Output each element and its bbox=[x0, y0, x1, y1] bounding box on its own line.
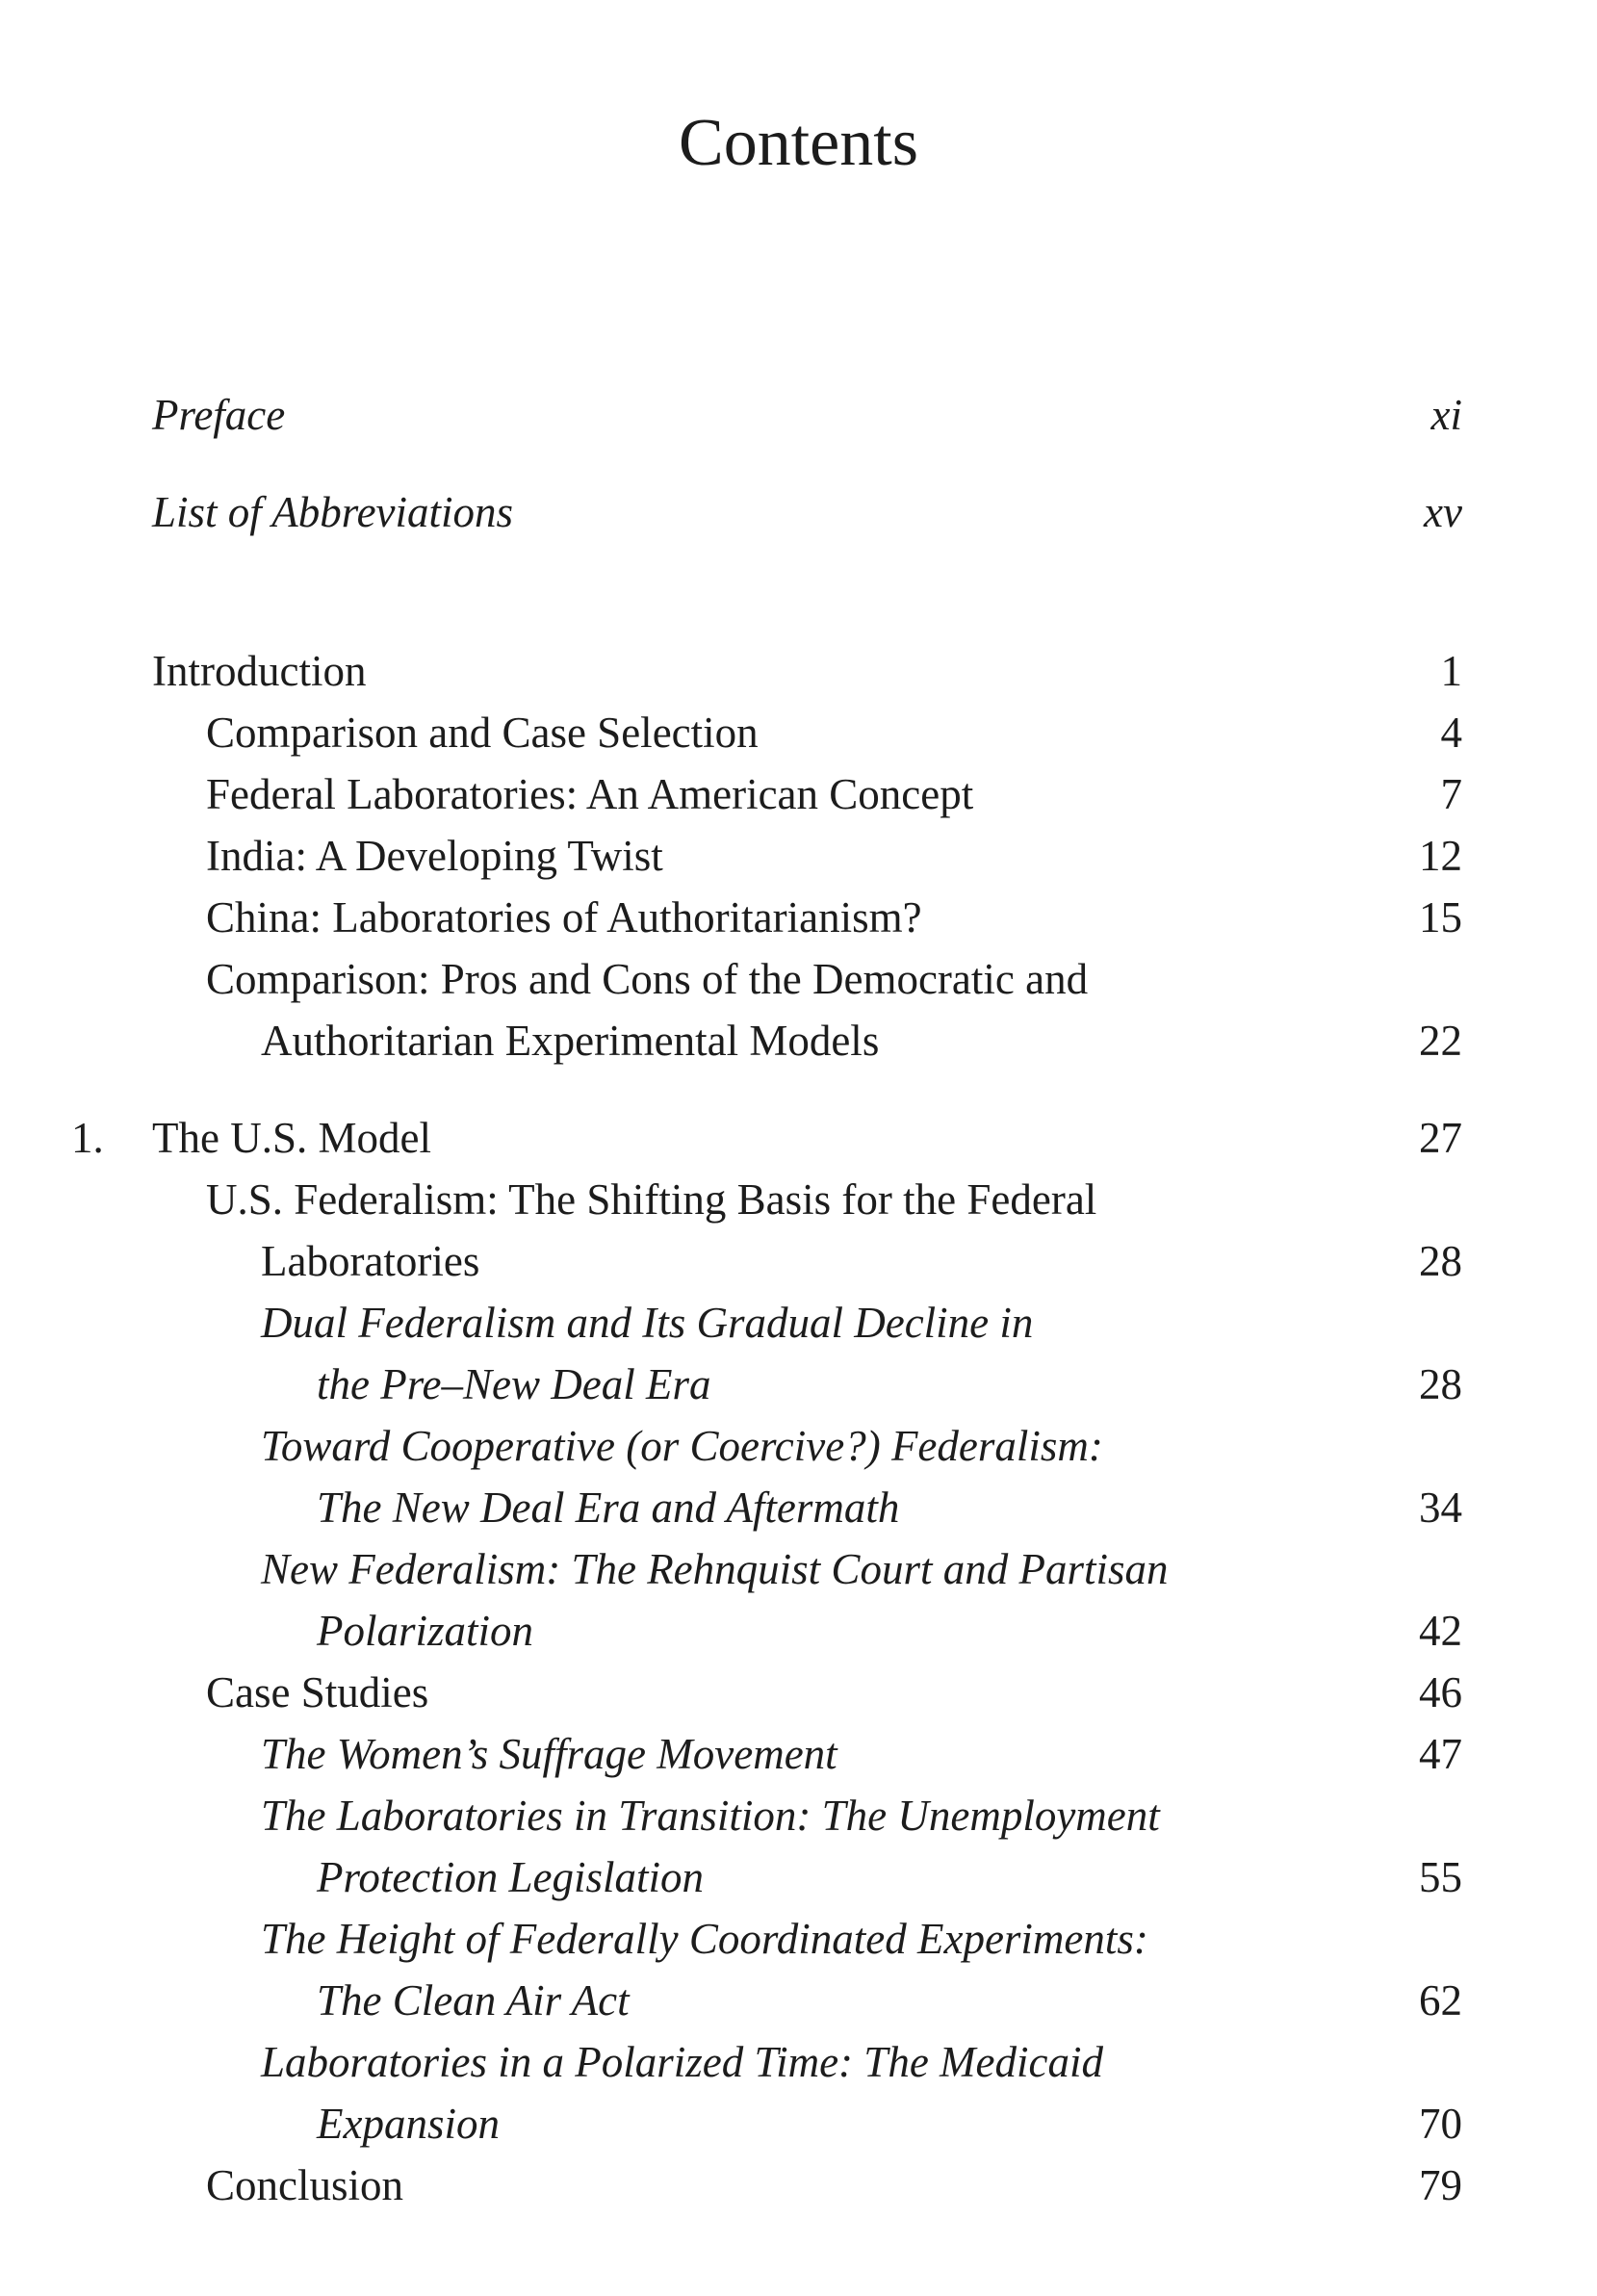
toc-entry-title: Comparison: Pros and Cons of the Democratic and bbox=[206, 955, 1089, 1003]
toc-page-number: 46 bbox=[1419, 1668, 1462, 1716]
toc-entry-title-continued: Expansion bbox=[317, 2100, 500, 2148]
toc-entry-preface[interactable] bbox=[0, 384, 1597, 446]
toc-page-number: 27 bbox=[1419, 1114, 1462, 1162]
toc-entry-section[interactable] bbox=[0, 887, 1597, 948]
chapter-number: 1. bbox=[71, 1114, 104, 1162]
toc-page-number: 62 bbox=[1419, 1976, 1462, 2025]
toc-entry-section[interactable] bbox=[0, 1169, 1597, 1230]
toc-entry-title: The Women’s Suffrage Movement bbox=[261, 1730, 837, 1778]
toc-entry-section[interactable] bbox=[0, 948, 1597, 1010]
toc-page-number: 47 bbox=[1419, 1730, 1462, 1778]
toc-entry-subsection[interactable] bbox=[0, 1415, 1597, 1477]
toc-page-number: 1 bbox=[1440, 647, 1462, 695]
toc-entry-subsection[interactable] bbox=[0, 1908, 1597, 1970]
toc-page-number: 15 bbox=[1419, 893, 1462, 942]
toc-entry-section-continued[interactable] bbox=[0, 1230, 1597, 1292]
toc-entry-chapter-1[interactable] bbox=[0, 1107, 1597, 1169]
toc-entry-section[interactable] bbox=[0, 825, 1597, 887]
toc-page-number: 42 bbox=[1419, 1607, 1462, 1655]
toc-entry-title: Preface bbox=[152, 391, 286, 439]
toc-page-number: 22 bbox=[1419, 1017, 1462, 1065]
page-title: Contents bbox=[679, 106, 918, 180]
toc-entry-list-of-abbreviations[interactable] bbox=[0, 481, 1597, 543]
toc-entry-title: Toward Cooperative (or Coercive?) Federalism: bbox=[261, 1422, 1103, 1470]
toc-page-number: xv bbox=[1424, 488, 1462, 536]
toc-page-number: 28 bbox=[1419, 1237, 1462, 1285]
toc-entry-title: New Federalism: The Rehnquist Court and Partisan bbox=[261, 1545, 1169, 1593]
toc-entry-title-continued: Protection Legislation bbox=[317, 1853, 705, 1901]
toc-entry-title: Federal Laboratories: An American Concept bbox=[206, 770, 974, 818]
toc-entry-title: Introduction bbox=[152, 647, 367, 695]
toc-entry-subsection-continued[interactable] bbox=[0, 1970, 1597, 2031]
toc-entry-title-continued: Authoritarian Experimental Models bbox=[261, 1017, 880, 1065]
toc-entry-subsection[interactable] bbox=[0, 1292, 1597, 1354]
toc-entry-title: The U.S. Model bbox=[152, 1114, 431, 1162]
toc-entry-section[interactable] bbox=[0, 702, 1597, 763]
toc-entry-title: Conclusion bbox=[206, 2161, 404, 2209]
toc-page-number: 79 bbox=[1419, 2161, 1462, 2209]
toc-entry-title-continued: The New Deal Era and Aftermath bbox=[317, 1483, 900, 1532]
toc-entry-title: Case Studies bbox=[206, 1668, 429, 1716]
toc-entry-subsection-continued[interactable] bbox=[0, 1846, 1597, 1908]
toc-entry-title: The Laboratories in Transition: The Unemployment bbox=[261, 1792, 1160, 1840]
toc-entry-section-continued[interactable] bbox=[0, 1010, 1597, 1071]
toc-entry-subsection[interactable] bbox=[0, 1785, 1597, 1846]
toc-entry-subsection-continued[interactable] bbox=[0, 2093, 1597, 2154]
toc-page-number: 4 bbox=[1440, 709, 1462, 757]
toc-page-number: 70 bbox=[1419, 2100, 1462, 2148]
toc-entry-title-continued: the Pre–New Deal Era bbox=[317, 1360, 711, 1408]
toc-entry-title: U.S. Federalism: The Shifting Basis for the Federal bbox=[206, 1175, 1097, 1224]
toc-entry-section[interactable] bbox=[0, 763, 1597, 825]
toc-page-number: 7 bbox=[1440, 770, 1462, 818]
toc-entry-subsection[interactable] bbox=[0, 2031, 1597, 2093]
toc-entry-title-continued: Laboratories bbox=[261, 1237, 480, 1285]
toc-entry-introduction[interactable] bbox=[0, 640, 1597, 702]
toc-entry-section-case-studies[interactable] bbox=[0, 1662, 1597, 1723]
toc-entry-title-continued: Polarization bbox=[317, 1607, 534, 1655]
toc-entry-title: The Height of Federally Coordinated Experiments: bbox=[261, 1915, 1148, 1963]
toc-page-number: 34 bbox=[1419, 1483, 1462, 1532]
toc-entry-subsection[interactable] bbox=[0, 1538, 1597, 1600]
toc-entry-title-continued: The Clean Air Act bbox=[317, 1976, 630, 2025]
toc-entry-subsection[interactable] bbox=[0, 1723, 1597, 1785]
toc-entry-title: Dual Federalism and Its Gradual Decline in bbox=[261, 1299, 1034, 1347]
toc-entry-subsection-continued[interactable] bbox=[0, 1477, 1597, 1538]
toc-page-number: xi bbox=[1430, 391, 1462, 439]
toc-entry-title: Laboratories in a Polarized Time: The Medicaid bbox=[261, 2038, 1103, 2086]
toc-entry-title: Comparison and Case Selection bbox=[206, 709, 759, 757]
toc-page-number: 12 bbox=[1419, 832, 1462, 880]
toc-entry-title: India: A Developing Twist bbox=[206, 832, 663, 880]
toc-entry-subsection-continued[interactable] bbox=[0, 1600, 1597, 1662]
toc-page-number: 55 bbox=[1419, 1853, 1462, 1901]
toc-page-number: 28 bbox=[1419, 1360, 1462, 1408]
toc-entry-title: List of Abbreviations bbox=[152, 488, 514, 536]
toc-entry-title: China: Laboratories of Authoritarianism? bbox=[206, 893, 922, 942]
toc-entry-section-conclusion[interactable] bbox=[0, 2154, 1597, 2216]
toc-entry-subsection-continued[interactable] bbox=[0, 1354, 1597, 1415]
